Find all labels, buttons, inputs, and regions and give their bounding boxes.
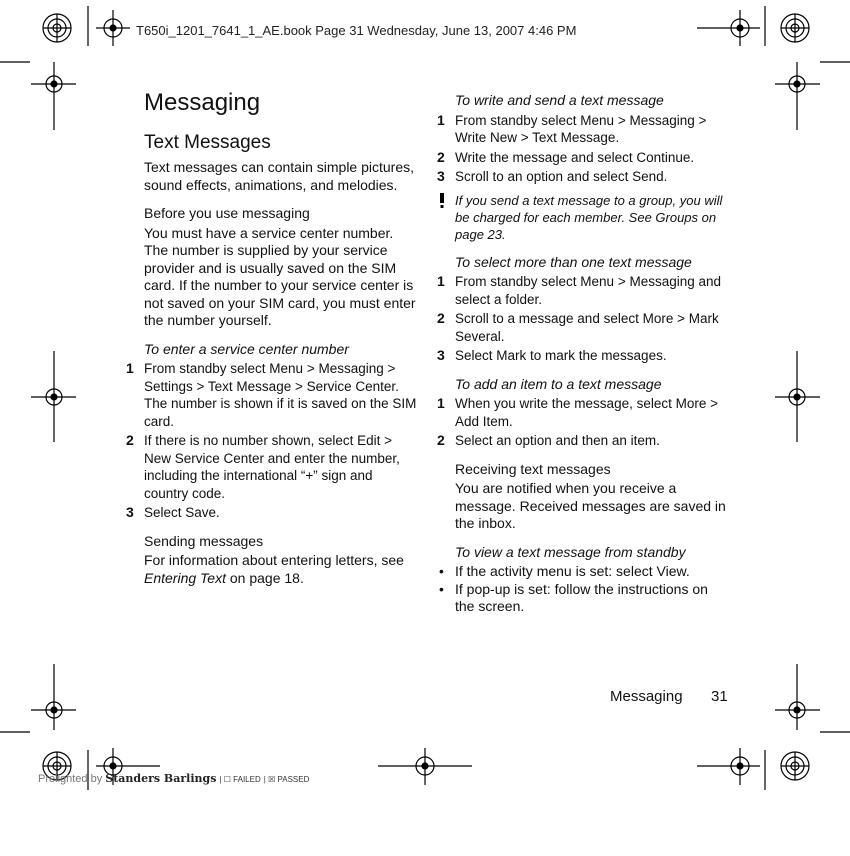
print-slug: T650i_1201_7641_1_AE.book Page 31 Wednesday, June 13, 2007 4:46 PM (136, 23, 577, 38)
step-number: 3 (126, 504, 134, 520)
sending-heading: Sending messages (144, 532, 264, 549)
step-number: 1 (126, 360, 134, 376)
preflight-watermark (38, 772, 309, 785)
step-text: From standby select Menu > Messaging and select a folder. (455, 274, 722, 307)
step-text: Select an option and then an item. (455, 433, 660, 448)
add-item-steps (437, 395, 730, 450)
sending-text (144, 552, 419, 587)
step-item (437, 347, 730, 365)
note-text: If you send a text message to a group, you will be charged for each member. See Groups on page 23. (455, 192, 723, 242)
failed-label: FAILED (233, 775, 261, 784)
tip-icon (437, 192, 447, 212)
step-text: Select Mark to mark the messages. (455, 348, 667, 363)
rosette-icon-top-right (781, 14, 809, 42)
crosshair-icon-lower-left (31, 664, 76, 730)
crosshair-icon-middle-right (775, 351, 820, 442)
step-number: 3 (437, 168, 445, 184)
watermark-prefix: Prel (38, 773, 58, 785)
list-item: • If the activity menu is set: select View. (437, 563, 730, 581)
left-column (126, 88, 419, 587)
step-item (437, 395, 730, 430)
crosshair-icon-bottom-center (378, 748, 472, 785)
crosshair-icon-bottom-right (697, 748, 760, 785)
intro-text: Text messages can contain simple pictures, sound effects, animations, and melodies. (144, 159, 415, 193)
before-text: You must have a service center number. The number is supplied by your service provider and is usually saved on the SIM card. If the number to your service center is not saved on your SIM card, you must enter the number yourself. (144, 224, 416, 328)
entering-text-reference: Entering Text (144, 569, 226, 586)
step-text: From standby select Menu > Messaging > Write New > Text Message. (455, 112, 707, 145)
crosshair-icon-upper-left (31, 62, 76, 130)
step-text: If there is no number shown, select Edit > New Service Center and enter the number, including the international “+” sign and country code. (144, 433, 400, 501)
crosshair-icon-upper-right (775, 62, 820, 130)
passed-label: PASSED (277, 775, 310, 784)
step-number: 2 (437, 310, 445, 326)
step-text: Write the message and select Continue. (455, 149, 695, 165)
step-item (437, 112, 730, 147)
step-text: Scroll to a message and select More > Mark Several. (455, 311, 719, 344)
failed-flag: | ☐ FAILED (219, 775, 261, 784)
step-number: 2 (126, 432, 134, 448)
receiving-text: You are notified when you receive a message. Received messages are saved in the inbox. (455, 480, 726, 531)
step-number: 1 (437, 395, 445, 411)
step-item (437, 310, 730, 345)
write-send-heading: To write and send a text message (455, 92, 664, 108)
rosette-icon-bottom-right (781, 752, 809, 780)
list-item: • If pop-up is set: follow the instructions on the screen. (437, 581, 730, 616)
step-item (126, 432, 419, 502)
enter-service-steps (126, 360, 419, 522)
select-more-heading: To select more than one text message (455, 253, 692, 270)
step-item (437, 149, 730, 167)
step-number: 2 (437, 432, 445, 448)
step-number: 1 (437, 273, 445, 289)
enter-service-heading: To enter a service center number (144, 340, 349, 357)
step-item (126, 504, 419, 522)
step-item (437, 432, 730, 450)
step-text: Select Save. (144, 505, 220, 520)
crosshair-icon-middle-left (31, 351, 76, 442)
tip-note (437, 192, 730, 243)
crosshair-icon-top-right (697, 10, 760, 46)
crosshair-icon-lower-right (775, 664, 820, 730)
crosshair-icon-top-left (96, 10, 130, 46)
step-item (437, 168, 730, 186)
view-standby-heading: To view a text message from standby (455, 543, 686, 560)
receiving-heading: Receiving text messages (455, 460, 611, 477)
step-item (126, 360, 419, 430)
step-number: 3 (437, 347, 445, 363)
watermark-brand: Standers Barlings (105, 772, 217, 785)
step-text: Scroll to an option and select Send. (455, 169, 668, 184)
add-item-heading: To add an item to a text message (455, 375, 662, 392)
view-standby-list (437, 563, 730, 616)
rosette-icon-top-left (43, 14, 71, 42)
page-number: 31 (711, 688, 728, 705)
footer-section-title: Messaging (610, 688, 683, 705)
chapter-title: Messaging (144, 89, 261, 116)
step-number: 1 (437, 111, 445, 128)
write-send-steps (437, 112, 730, 186)
step-text: From standby select Menu > Messaging > Settings > Text Message > Service Center. The number is shown if it is saved on the SIM card. (144, 361, 417, 429)
step-number: 2 (437, 148, 445, 165)
sending-text-after: on page 18. (225, 569, 304, 586)
section-title: Text Messages (144, 132, 271, 153)
sending-text-before: For information about entering letters, see (144, 552, 404, 568)
watermark-text: ighted by (57, 773, 106, 785)
step-item (437, 273, 730, 308)
passed-flag: | ☒ PASSED (263, 775, 310, 784)
step-text: When you write the message, select More > Add Item. (455, 396, 718, 429)
select-more-steps (437, 273, 730, 365)
right-column (437, 92, 730, 616)
before-heading: Before you use messaging (144, 205, 310, 221)
